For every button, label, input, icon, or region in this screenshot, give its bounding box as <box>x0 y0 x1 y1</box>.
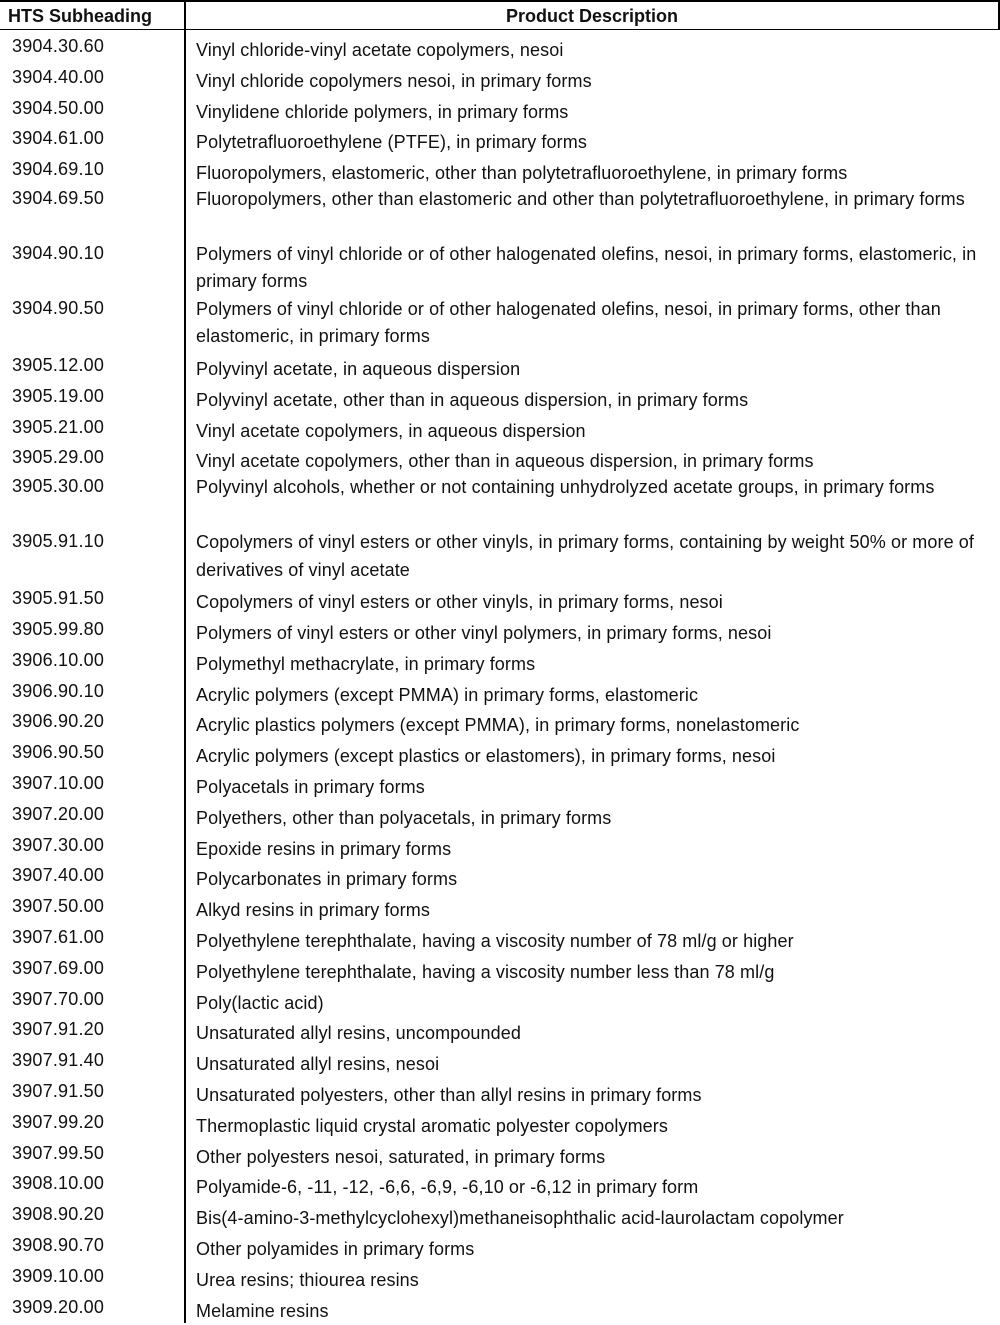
product-description-cell: Polytetrafluoroethylene (PTFE), in primary forms <box>196 129 986 157</box>
table-row <box>0 474 1000 529</box>
hts-code-cell: 3907.20.00 <box>12 803 104 825</box>
hts-code-cell: 3907.99.50 <box>12 1142 104 1164</box>
hts-code-cell: 3905.99.80 <box>12 618 104 640</box>
table-row <box>0 707 1000 738</box>
hts-code-cell: 3905.29.00 <box>12 446 104 468</box>
hts-code-cell: 3904.40.00 <box>12 66 104 88</box>
hts-code-cell: 3908.90.20 <box>12 1203 104 1225</box>
product-description-cell: Copolymers of vinyl esters or other vinyls, in primary forms, containing by weight 50% or more of derivatives of vinyl acetate <box>196 529 986 584</box>
product-description-cell: Polycarbonates in primary forms <box>196 866 986 894</box>
table-row <box>0 861 1000 892</box>
table-row <box>0 296 1000 351</box>
product-description-cell: Polymers of vinyl chloride or of other halogenated olefins, nesoi, in primary forms, other than elastomeric, in primary forms <box>196 296 986 351</box>
hts-code-cell: 3908.10.00 <box>12 1172 104 1194</box>
hts-code-cell: 3909.20.00 <box>12 1296 104 1318</box>
hts-code-cell: 3905.21.00 <box>12 416 104 438</box>
table-row <box>0 615 1000 646</box>
table-row <box>0 241 1000 296</box>
hts-code-cell: 3906.90.10 <box>12 680 104 702</box>
product-description-cell: Polymers of vinyl chloride or of other halogenated olefins, nesoi, in primary forms, elastomeric, in primary forms <box>196 241 986 296</box>
hts-code-cell: 3906.10.00 <box>12 649 104 671</box>
product-description-cell: Epoxide resins in primary forms <box>196 836 986 864</box>
product-description-cell: Thermoplastic liquid crystal aromatic polyester copolymers <box>196 1113 986 1141</box>
table-row <box>0 1262 1000 1293</box>
hts-code-cell: 3905.30.00 <box>12 475 104 497</box>
product-description-cell: Polyvinyl alcohols, whether or not containing unhydrolyzed acetate groups, in primary forms <box>196 474 986 502</box>
product-description-cell: Polyvinyl acetate, in aqueous dispersion <box>196 356 986 384</box>
hts-code-cell: 3904.30.60 <box>12 35 104 57</box>
hts-code-cell: 3908.90.70 <box>12 1234 104 1256</box>
table-row <box>0 1077 1000 1108</box>
hts-code-cell: 3907.61.00 <box>12 926 104 948</box>
table-row <box>0 382 1000 413</box>
hts-code-cell: 3904.69.10 <box>12 158 104 180</box>
hts-code-cell: 3907.10.00 <box>12 772 104 794</box>
table-row <box>0 1169 1000 1200</box>
table-row <box>0 413 1000 444</box>
product-description-cell: Polyacetals in primary forms <box>196 774 986 802</box>
table-body <box>0 32 1000 1323</box>
header-right-border <box>998 0 1000 30</box>
hts-code-cell: 3905.12.00 <box>12 354 104 376</box>
table-row <box>0 831 1000 862</box>
table-row <box>0 892 1000 923</box>
product-description-cell: Polyvinyl acetate, other than in aqueous dispersion, in primary forms <box>196 387 986 415</box>
product-description-cell: Alkyd resins in primary forms <box>196 897 986 925</box>
product-description-cell: Vinyl chloride-vinyl acetate copolymers, nesoi <box>196 37 986 65</box>
table-row <box>0 646 1000 677</box>
hts-code-cell: 3907.30.00 <box>12 834 104 856</box>
hts-code-cell: 3905.91.50 <box>12 587 104 609</box>
product-description-cell: Acrylic plastics polymers (except PMMA), in primary forms, nonelastomeric <box>196 712 986 740</box>
hts-code-cell: 3907.50.00 <box>12 895 104 917</box>
product-description-cell: Other polyesters nesoi, saturated, in primary forms <box>196 1144 986 1172</box>
product-description-cell: Melamine resins <box>196 1298 986 1325</box>
table-row <box>0 1231 1000 1262</box>
hts-code-cell: 3907.69.00 <box>12 957 104 979</box>
hts-code-cell: 3907.40.00 <box>12 864 104 886</box>
hts-code-cell: 3907.91.20 <box>12 1018 104 1040</box>
hts-code-cell: 3909.10.00 <box>12 1265 104 1287</box>
product-description-cell: Polymers of vinyl esters or other vinyl polymers, in primary forms, nesoi <box>196 620 986 648</box>
product-description-cell: Fluoropolymers, other than elastomeric and other than polytetrafluoroethylene, in primary forms <box>196 186 986 214</box>
table-row <box>0 738 1000 769</box>
product-description-cell: Polymethyl methacrylate, in primary forms <box>196 651 986 679</box>
hts-code-cell: 3907.91.40 <box>12 1049 104 1071</box>
product-description-cell: Unsaturated polyesters, other than allyl resins in primary forms <box>196 1082 986 1110</box>
table-row <box>0 769 1000 800</box>
table-row <box>0 1293 1000 1324</box>
product-description-cell: Polyethers, other than polyacetals, in primary forms <box>196 805 986 833</box>
hts-code-cell: 3906.90.20 <box>12 710 104 732</box>
hts-code-cell: 3904.61.00 <box>12 127 104 149</box>
product-description-cell: Vinyl acetate copolymers, in aqueous dispersion <box>196 418 986 446</box>
table-row <box>0 63 1000 94</box>
table-row <box>0 529 1000 584</box>
product-description-cell: Unsaturated allyl resins, uncompounded <box>196 1020 986 1048</box>
product-description-cell: Unsaturated allyl resins, nesoi <box>196 1051 986 1079</box>
table-row <box>0 32 1000 63</box>
hts-code-cell: 3904.50.00 <box>12 97 104 119</box>
table-row <box>0 800 1000 831</box>
product-description-cell: Other polyamides in primary forms <box>196 1236 986 1264</box>
hts-code-cell: 3905.19.00 <box>12 385 104 407</box>
table-header <box>0 0 1000 30</box>
table-row <box>0 124 1000 155</box>
table-row <box>0 186 1000 241</box>
product-description-cell: Polyamide-6, -11, -12, -6,6, -6,9, -6,10 or -6,12 in primary form <box>196 1174 986 1202</box>
table-row <box>0 94 1000 125</box>
product-description-cell: Poly(lactic acid) <box>196 990 986 1018</box>
table-row <box>0 351 1000 382</box>
product-description-cell: Fluoropolymers, elastomeric, other than polytetrafluoroethylene, in primary forms <box>196 160 986 188</box>
table-row <box>0 954 1000 985</box>
table-row <box>0 1139 1000 1170</box>
product-description-cell: Urea resins; thiourea resins <box>196 1267 986 1295</box>
product-description-cell: Polyethylene terephthalate, having a viscosity number of 78 ml/g or higher <box>196 928 986 956</box>
product-description-cell: Bis(4-amino-3-methylcyclohexyl)methaneisophthalic acid-laurolactam copolymer <box>196 1205 986 1233</box>
table-row <box>0 923 1000 954</box>
product-description-cell: Vinylidene chloride polymers, in primary forms <box>196 99 986 127</box>
hts-code-cell: 3907.91.50 <box>12 1080 104 1102</box>
product-description-cell: Vinyl acetate copolymers, other than in aqueous dispersion, in primary forms <box>196 448 986 476</box>
hts-code-cell: 3906.90.50 <box>12 741 104 763</box>
table-row <box>0 584 1000 615</box>
table-row <box>0 1108 1000 1139</box>
table-row <box>0 985 1000 1016</box>
hts-code-cell: 3907.70.00 <box>12 988 104 1010</box>
table-row <box>0 1015 1000 1046</box>
table-row <box>0 677 1000 708</box>
product-description-cell: Acrylic polymers (except plastics or elastomers), in primary forms, nesoi <box>196 743 986 771</box>
hts-code-cell: 3905.91.10 <box>12 530 104 552</box>
table-row <box>0 443 1000 474</box>
product-description-cell: Acrylic polymers (except PMMA) in primary forms, elastomeric <box>196 682 986 710</box>
hts-code-cell: 3904.90.10 <box>12 242 104 264</box>
table-row <box>0 1200 1000 1231</box>
header-hts-subheading: HTS Subheading <box>8 5 152 27</box>
product-description-cell: Polyethylene terephthalate, having a viscosity number less than 78 ml/g <box>196 959 986 987</box>
hts-code-cell: 3904.90.50 <box>12 297 104 319</box>
table-row <box>0 155 1000 186</box>
product-description-cell: Vinyl chloride copolymers nesoi, in primary forms <box>196 68 986 96</box>
hts-code-cell: 3907.99.20 <box>12 1111 104 1133</box>
header-product-description: Product Description <box>186 5 998 27</box>
hts-code-cell: 3904.69.50 <box>12 187 104 209</box>
table-row <box>0 1046 1000 1077</box>
product-description-cell: Copolymers of vinyl esters or other vinyls, in primary forms, nesoi <box>196 589 986 617</box>
